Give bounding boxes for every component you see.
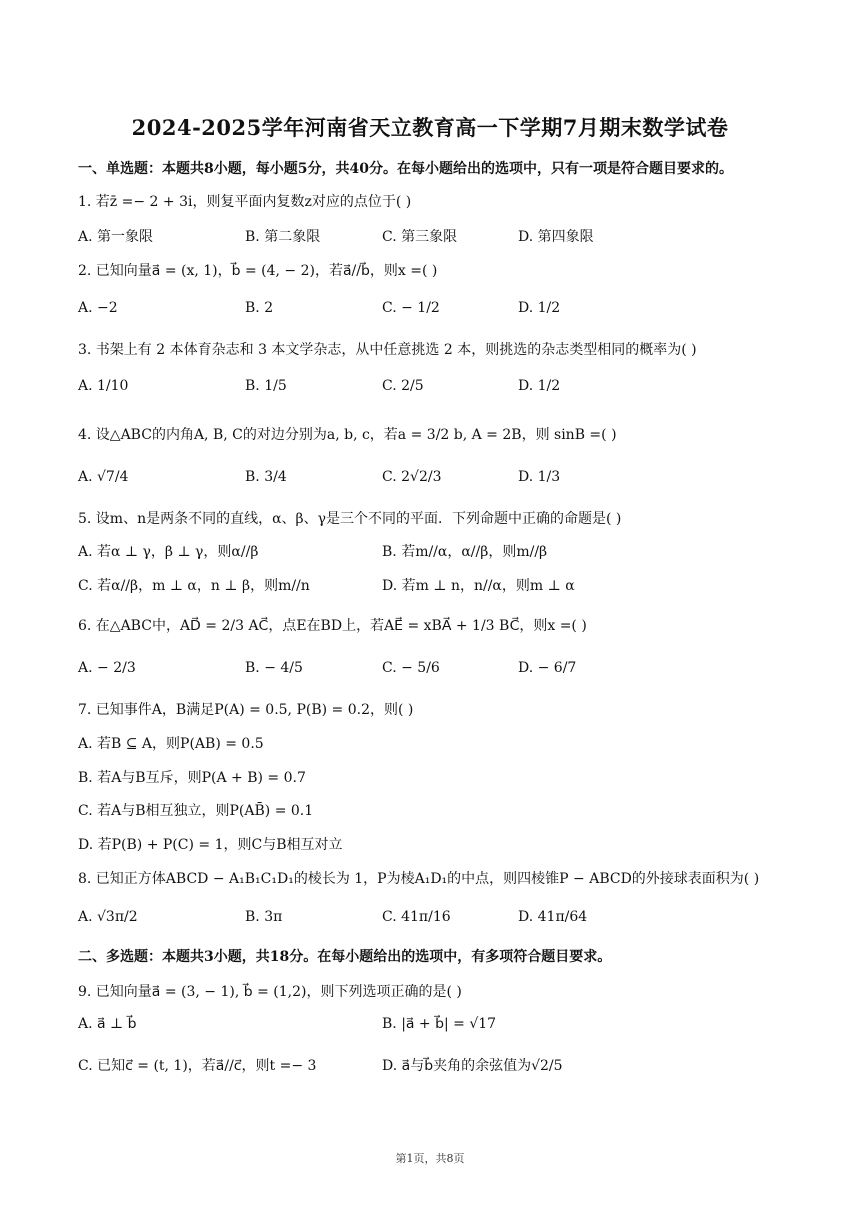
question-7-option-a: A. 若B ⊆ A，则P(AB) = 0.5 — [78, 736, 264, 752]
question-9-stem: 9. 已知向量a⃗ = (3, − 1), b⃗ = (1,2)，则下列选项正确的是( ) — [78, 984, 462, 1000]
question-2-option-b: B. 2 — [245, 300, 274, 316]
section-heading-multiple-choice: 二、多选题：本题共3小题，共18分。在每小题给出的选项中，有多项符合题目要求。 — [78, 949, 612, 965]
question-8-option-b: B. 3π — [245, 909, 283, 925]
question-1-option-d: D. 第四象限 — [518, 229, 594, 245]
question-8-option-d: D. 41π/64 — [518, 909, 588, 925]
question-9-option-d: D. a⃗与b⃗夹角的余弦值为√2/5 — [382, 1058, 563, 1074]
question-4-option-c: C. 2√2/3 — [382, 469, 442, 485]
question-6-stem: 6. 在△ABC中，AD⃗ = 2/3 AC⃗，点E在BD上，若AE⃗ = xBA⃗ + 1/3 BC⃗，则x =( ) — [78, 618, 587, 634]
question-7-option-b: B. 若A与B互斥，则P(A + B) = 0.7 — [78, 770, 306, 786]
question-6-option-b: B. − 4/5 — [245, 660, 303, 676]
question-4-stem: 4. 设△ABC的内角A, B, C的对边分别为a, b, c，若a = 3/2 b, A = 2B，则 sinB =( ) — [78, 427, 617, 443]
question-6-option-c: C. − 5/6 — [382, 660, 440, 676]
question-3-option-a: A. 1/10 — [78, 378, 129, 394]
question-5-option-a: A. 若α ⊥ γ，β ⊥ γ，则α//β — [78, 544, 259, 560]
question-3-option-d: D. 1/2 — [518, 378, 561, 394]
question-5-stem: 5. 设m、n是两条不同的直线，α、β、γ是三个不同的平面．下列命题中正确的命题是( ) — [78, 511, 622, 527]
page-footer: 第1页，共8页 — [395, 1152, 465, 1165]
question-5-option-d: D. 若m ⊥ n，n//α，则m ⊥ α — [382, 578, 575, 594]
question-4-option-b: B. 3/4 — [245, 469, 287, 485]
question-6-option-a: A. − 2/3 — [78, 660, 136, 676]
question-1-option-a: A. 第一象限 — [78, 229, 154, 245]
question-7-stem: 7. 已知事件A，B满足P(A) = 0.5, P(B) = 0.2，则( ) — [78, 702, 414, 718]
question-9-option-b: B. |a⃗ + b⃗| = √17 — [382, 1016, 497, 1032]
question-9-option-a: A. a⃗ ⊥ b⃗ — [78, 1016, 137, 1032]
question-6-option-d: D. − 6/7 — [518, 660, 577, 676]
question-4-option-d: D. 1/3 — [518, 469, 561, 485]
question-5-option-c: C. 若α//β，m ⊥ α，n ⊥ β，则m//n — [78, 578, 310, 594]
question-2-stem: 2. 已知向量a⃗ = (x, 1)，b⃗ = (4, − 2)，若a⃗//b⃗，则x =( ) — [78, 263, 438, 279]
question-3-option-b: B. 1/5 — [245, 378, 287, 394]
question-3-stem: 3. 书架上有 2 本体育杂志和 3 本文学杂志，从中任意挑选 2 本，则挑选的杂志类型相同的概率为( ) — [78, 342, 697, 358]
question-1-option-b: B. 第二象限 — [245, 229, 321, 245]
question-5-option-b: B. 若m//α，α//β，则m//β — [382, 544, 548, 560]
question-8-option-a: A. √3π/2 — [78, 909, 138, 925]
question-4-option-a: A. √7/4 — [78, 469, 129, 485]
question-2-option-c: C. − 1/2 — [382, 300, 440, 316]
question-8-stem: 8. 已知正方体ABCD − A₁B₁C₁D₁的棱长为 1，P为棱A₁D₁的中点，则四棱锥P − ABCD的外接球表面积为( ) — [78, 871, 760, 887]
question-1-option-c: C. 第三象限 — [382, 229, 458, 245]
question-8-option-c: C. 41π/16 — [382, 909, 451, 925]
question-2-option-d: D. 1/2 — [518, 300, 561, 316]
section-heading-single-choice: 一、单选题：本题共8小题，每小题5分，共40分。在每小题给出的选项中，只有一项是符合题目要求的。 — [78, 161, 733, 177]
question-7-option-d: D. 若P(B) + P(C) = 1，则C与B相互对立 — [78, 837, 343, 853]
question-9-option-c: C. 已知c⃗ = (t, 1)，若a⃗//c⃗，则t =− 3 — [78, 1058, 317, 1074]
question-1-stem: 1. 若z̄ =− 2 + 3i，则复平面内复数z对应的点位于( ) — [78, 194, 412, 210]
question-3-option-c: C. 2/5 — [382, 378, 424, 394]
question-7-option-c: C. 若A与B相互独立，则P(AB̄) = 0.1 — [78, 803, 314, 819]
page-title: 2024-2025学年河南省天立教育高一下学期7月期末数学试卷 — [131, 115, 729, 140]
question-2-option-a: A. −2 — [78, 300, 118, 316]
